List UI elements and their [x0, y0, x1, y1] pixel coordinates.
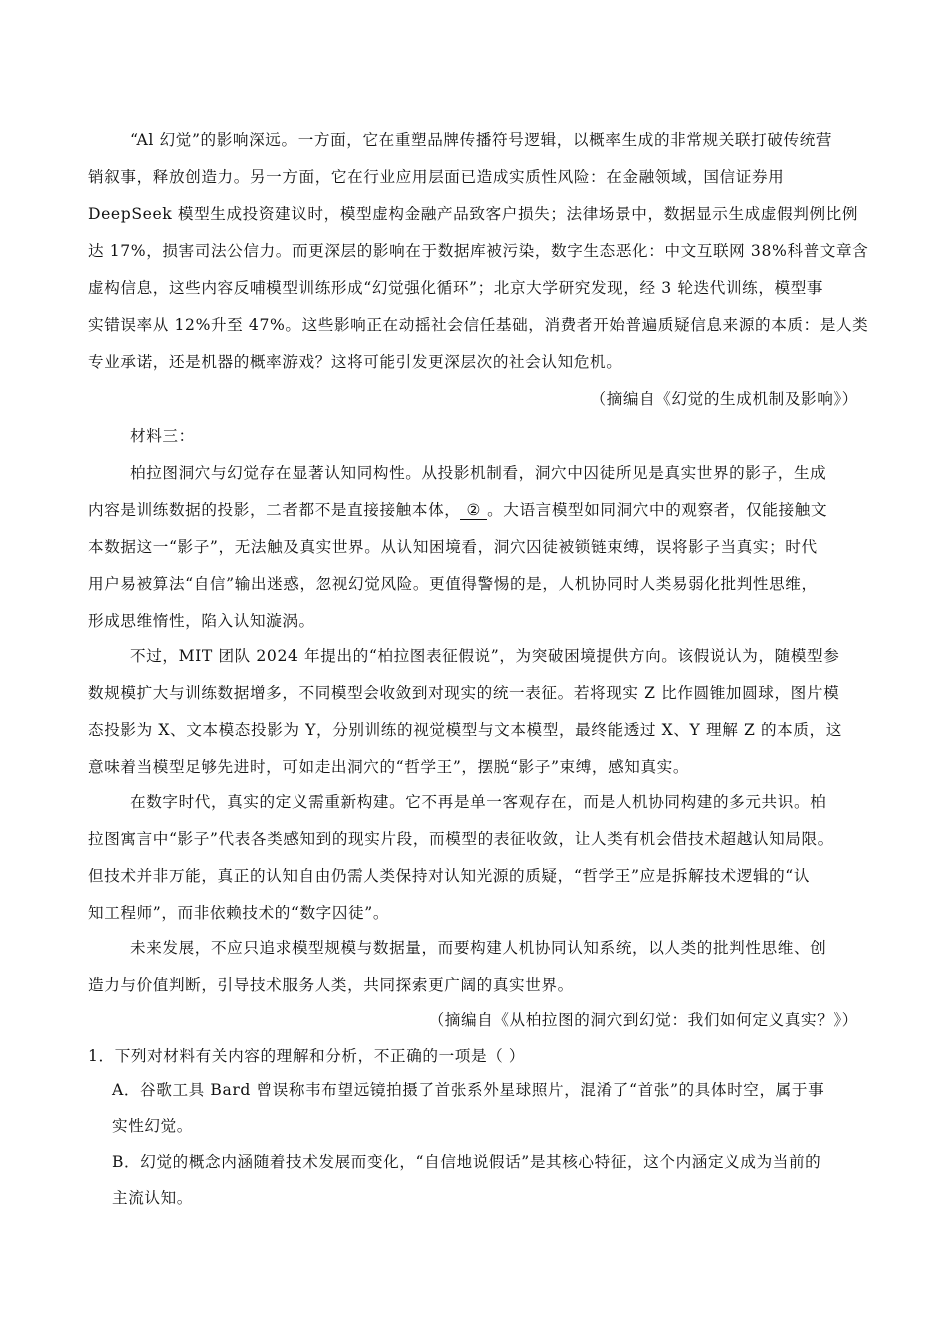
- paragraph-line: 在数字时代，真实的定义需重新构建。它不再是单一客观存在，而是人机协同构建的多元共识。柏: [130, 793, 827, 811]
- paragraph-line: 未来发展，不应只追求模型规模与数据量，而要构建人机协同认知系统，以人类的批判性思维、创: [130, 939, 827, 957]
- paragraph-line: 拉图寓言中“影子”代表各类感知到的现实片段，而模型的表征收敛，让人类有机会借技术超越认知局限。: [88, 830, 834, 848]
- source-citation: （摘编自《幻觉的生成机制及影响》）: [590, 390, 858, 408]
- paragraph-line: DeepSeek 模型生成投资建议时，模型虚构金融产品致客户损失；法律场景中，数据显示生成虚假判例比例: [88, 205, 859, 223]
- paragraph-line: 实错误率从 12%升至 47%。这些影响正在动摇社会信任基础，消费者开始普遍质疑信息来源的本质：是人类: [88, 316, 869, 334]
- question-stem: 1．下列对材料有关内容的理解和分析，不正确的一项是（ ）: [88, 1047, 526, 1065]
- material-heading: 材料三：: [130, 427, 195, 445]
- paragraph-line: 柏拉图洞穴与幻觉存在显著认知同构性。从投影机制看，洞穴中囚徒所见是真实世界的影子，生成: [130, 464, 827, 482]
- paragraph-line: 造力与价值判断，引导技术服务人类，共同探索更广阔的真实世界。: [88, 976, 574, 994]
- option-b: B．幻觉的概念内涵随着技术发展而变化，“自信地说假话”是其核心特征，这个内涵定义成为当前的: [112, 1153, 822, 1171]
- paragraph-line: 态投影为 X、文本模态投影为 Y，分别训练的视觉模型与文本模型，最终能透过 X、Y 理解 Z 的本质，这: [88, 721, 842, 739]
- paragraph-line: 本数据这一“影子”，无法触及真实世界。从认知困境看，洞穴囚徒被锁链束缚，误将影子当真实；时代: [88, 538, 818, 556]
- paragraph-line: 虚构信息，这些内容反哺模型训练形成“幻觉强化循环”；北京大学研究发现，经 3 轮迭代训练，模型事: [88, 279, 824, 297]
- paragraph-line: 专业承诺，还是机器的概率游戏？这将可能引发更深层次的社会认知危机。: [88, 353, 623, 371]
- paragraph-line: 形成思维惰性，陷入认知漩涡。: [88, 612, 315, 630]
- paragraph-line: 达 17%，损害司法公信力。而更深层的影响在于数据库被污染，数字生态恶化：中文互联网 38%科普文章含: [88, 242, 869, 260]
- paragraph-line: [88, 498, 827, 520]
- paragraph-line: 销叙事，释放创造力。另一方面，它在行业应用层面已造成实质性风险：在金融领域，国信证券用: [88, 168, 785, 186]
- option-a-continued: 实性幻觉。: [112, 1117, 193, 1135]
- paragraph-line: 但技术并非万能，真正的认知自由仍需人类保持对认知光源的质疑，“哲学王”应是拆解技术逻辑的“认: [88, 867, 811, 885]
- source-citation: （摘编自《从柏拉图的洞穴到幻觉：我们如何定义真实？》）: [428, 1011, 858, 1029]
- paragraph-line: 意味着当模型足够先进时，可如走出洞穴的“哲学王”，摆脱“影子”束缚，感知真实。: [88, 758, 690, 776]
- paragraph-line: 数规模扩大与训练数据增多，不同模型会收敛到对现实的统一表征。若将现实 Z 比作圆锥加圆球，图片模: [88, 684, 840, 702]
- paragraph-line: “Al 幻觉”的影响深远。一方面，它在重塑品牌传播符号逻辑，以概率生成的非常规关联打破传统营: [130, 131, 833, 149]
- paragraph-line: 用户易被算法“自信”输出迷惑，忽视幻觉风险。更值得警惕的是，人机协同时人类易弱化批判性思维，: [88, 575, 818, 593]
- paragraph-line: 不过，MIT 团队 2024 年提出的“柏拉图表征假说”，为突破困境提供方向。该假说认为，随模型参: [130, 647, 840, 665]
- fill-in-blank: ②: [460, 501, 487, 520]
- option-b-continued: 主流认知。: [112, 1189, 193, 1207]
- paragraph-line: 知工程师”，而非依赖技术的“数字囚徒”。: [88, 904, 390, 922]
- text-segment: 。大语言模型如同洞穴中的观察者，仅能接触文: [487, 501, 828, 519]
- option-a: A．谷歌工具 Bard 曾误称韦布望远镜拍摄了首张系外星球照片，混淆了“首张”的具体时空，属于事: [112, 1081, 825, 1099]
- text-segment: 内容是训练数据的投影，二者都不是直接接触本体，: [88, 501, 461, 519]
